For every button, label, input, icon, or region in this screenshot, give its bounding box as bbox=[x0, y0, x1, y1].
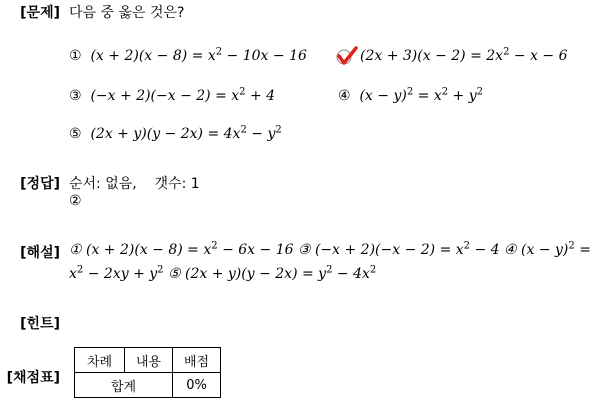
choice-2[interactable]: $(2x + 3)(x - 2) = 2x^2 - x - 6$ bbox=[360, 46, 568, 64]
choice-2-rest: − x − 6 bbox=[509, 48, 568, 64]
answer-label: [정답] bbox=[20, 176, 60, 192]
score-total-value: 0% bbox=[173, 373, 221, 398]
hint-label: [힌트] bbox=[20, 316, 60, 332]
choice-1[interactable]: ① $(x + 2)(x - 8) = x^2 - 10x - 16$ bbox=[69, 46, 307, 64]
check-mark-icon bbox=[336, 46, 358, 66]
problem-label: [문제] bbox=[20, 5, 60, 21]
choice-4[interactable]: ④ $(x - y)^2 = x^2 + y^2$ bbox=[338, 86, 484, 104]
score-header-points: 배점 bbox=[173, 348, 221, 373]
choice-4-mark: ④ bbox=[338, 88, 351, 104]
score-table bbox=[74, 347, 221, 398]
choice-2-lhs: (2x + 3)(x − 2) = 2x bbox=[360, 48, 504, 64]
choice-1-rest: − 10x − 16 bbox=[222, 48, 307, 64]
score-header-order: 차례 bbox=[75, 348, 125, 373]
explanation-line-2: $x^2 - 2xy + y^2$ ⑤ $(2x + y)(y - 2x) = y^2 - 4x^2$ bbox=[69, 264, 377, 282]
question-text: 다음 중 옳은 것은? bbox=[69, 5, 185, 21]
choice-3-mark: ③ bbox=[69, 88, 82, 104]
answer-order: 순서: 없음, bbox=[69, 176, 137, 192]
score-header-content: 내용 bbox=[125, 348, 173, 373]
score-total-label: 합계 bbox=[75, 373, 173, 398]
answer-value: ② bbox=[69, 193, 82, 209]
explanation-line-1: ① $(x + 2)(x - 8) = x^2 - 6x - 16$ ③ $(-x + 2)(-x - 2) = x^2 - 4$ ④ $(x - y)^2$ = bbox=[69, 240, 591, 258]
choice-1-lhs: (x + 2)(x − 8) = x bbox=[90, 48, 216, 64]
answer-count: 갯수: 1 bbox=[154, 176, 200, 192]
choice-1-mark: ① bbox=[69, 48, 82, 64]
choice-5[interactable]: ⑤ $(2x + y)(y - 2x) = 4x^2 - y^2$ bbox=[69, 124, 282, 142]
score-table-total-row bbox=[75, 373, 221, 398]
scoring-label: [채점표] bbox=[6, 370, 60, 386]
choice-3[interactable]: ③ $(-x + 2)(-x - 2) = x^2 + 4$ bbox=[69, 86, 276, 104]
choice-5-mark: ⑤ bbox=[69, 126, 82, 142]
explanation-label: [해설] bbox=[20, 245, 60, 261]
answer-meta bbox=[69, 173, 200, 193]
score-table-header-row bbox=[75, 348, 221, 373]
